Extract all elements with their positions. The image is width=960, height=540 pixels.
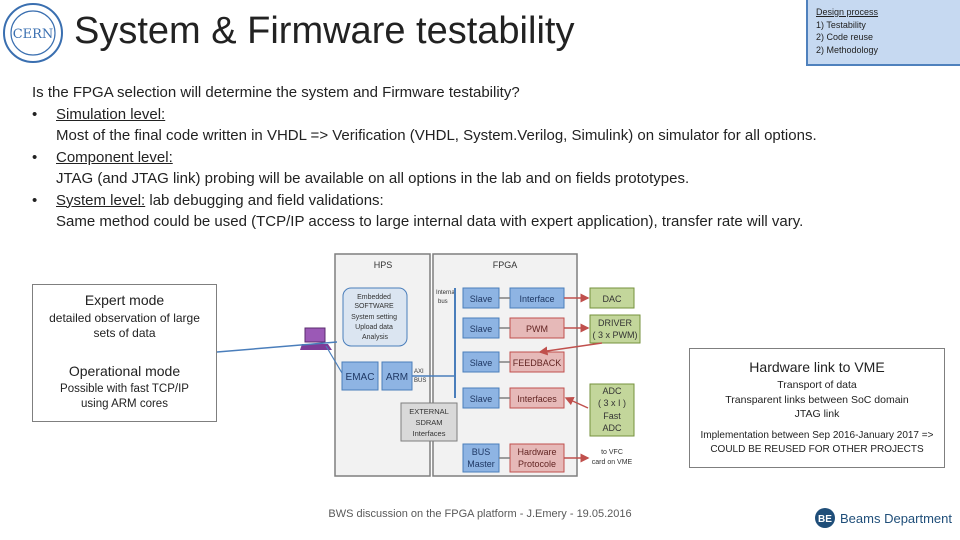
beams-department-logo — [815, 507, 955, 529]
design-process-item: 2) Methodology — [816, 44, 879, 55]
svg-text:FEEDBACK: FEEDBACK — [512, 358, 562, 368]
svg-text:Fast: Fast — [603, 411, 621, 421]
svg-text:Slave: Slave — [469, 358, 493, 368]
svg-text:Protocole: Protocole — [517, 459, 557, 469]
hardware-link-line: Transparent links between SoC domain JTAG link — [725, 394, 909, 420]
hps-label: HPS — [373, 260, 393, 270]
svg-text:Master: Master — [467, 459, 495, 469]
page-title: System & Firmware testability — [74, 10, 575, 52]
svg-text:( 3 x I ): ( 3 x I ) — [597, 398, 627, 408]
cern-logo — [0, 0, 66, 66]
expert-mode-title: Expert mode — [84, 292, 165, 308]
question-text: Is the FPGA selection will determine the system and Firmware testability? — [32, 84, 520, 101]
embedded-line: Embedded — [357, 294, 391, 301]
design-process-item: 2) Code reuse — [816, 32, 874, 42]
embedded-line: System setting — [351, 314, 397, 321]
emac-label: EMAC — [345, 372, 375, 383]
bullet-component — [32, 147, 932, 169]
bullet-detail: JTAG (and JTAG link) probing will be available on all options in the lab and on fields prototypes. — [56, 170, 690, 187]
operational-mode-desc: Possible with fast TCP/IP using ARM cores — [60, 383, 189, 410]
implementation-note: Implementation between Sep 2016-January 2017 => COULD BE REUSED FOR OTHER PROJECTS — [700, 430, 934, 455]
svg-text:DAC: DAC — [602, 294, 622, 304]
svg-text:PWM: PWM — [526, 324, 548, 334]
bullet-label: Simulation level: — [56, 105, 166, 123]
svg-text:Beams Department: Beams Department — [840, 511, 952, 526]
hardware-link-callout — [689, 348, 945, 468]
callout-connector — [217, 340, 337, 360]
bullet-detail: Most of the final code written in VHDL => Verification (VHDL, System.Verilog, Simulink) on simulator for all options. — [56, 127, 817, 144]
embedded-line: Upload data — [355, 324, 393, 331]
bullet-dot: • — [32, 105, 38, 123]
svg-text:ADC: ADC — [602, 423, 622, 433]
svg-text:to VFC: to VFC — [601, 449, 623, 456]
svg-text:AXIBUS: AXI BUS — [414, 369, 427, 384]
bullet-label: Component level: — [56, 148, 173, 166]
svg-text:CERN: CERN — [12, 27, 54, 42]
bullet-text: lab debugging and field validations: — [145, 191, 384, 209]
hardware-link-title: Hardware link to VME — [749, 359, 885, 375]
svg-text:Interface: Interface — [519, 294, 555, 304]
operational-mode-title: Operational mode — [68, 363, 181, 379]
design-process-heading: Design process — [816, 7, 879, 17]
fpga-label: FPGA — [492, 260, 518, 270]
bullet-label: System level: — [56, 191, 146, 209]
design-process-item: 1) Testability — [816, 19, 866, 30]
bullet-system — [32, 190, 932, 212]
bullet-simulation — [32, 104, 932, 126]
svg-text:card on VME: card on VME — [591, 459, 633, 466]
fpga-block-diagram — [300, 248, 660, 480]
expert-mode-desc: detailed observation of large sets of data — [49, 311, 200, 340]
embedded-line: Analysis — [361, 334, 389, 341]
bullet-dot: • — [32, 191, 38, 209]
design-process-box — [806, 0, 960, 66]
svg-text:Slave: Slave — [469, 394, 493, 404]
arm-label: ARM — [385, 372, 409, 383]
svg-text:EXTERNALSDRAMInterfaces: EXTERNAL SDRAM Interfaces — [409, 407, 449, 438]
svg-text:( 3 x PWM): ( 3 x PWM) — [592, 330, 638, 340]
mode-callout — [32, 284, 217, 422]
slide-body — [32, 82, 932, 233]
svg-text:BE: BE — [818, 514, 832, 525]
bullet-detail: Same method could be used (TCP/IP access to large internal data with expert application), transfer rate will vary. — [56, 213, 804, 230]
svg-text:Interfaces: Interfaces — [517, 394, 557, 404]
svg-text:Internalbus: Internal bus — [436, 290, 457, 305]
svg-text:Slave: Slave — [469, 324, 493, 334]
embedded-line: SOFTWARE — [354, 303, 394, 310]
svg-text:ADC: ADC — [602, 386, 622, 396]
svg-text:BUS: BUS — [471, 447, 491, 457]
footer-text: BWS discussion on the FPGA platform - J.Emery - 19.05.2016 — [328, 508, 632, 520]
svg-text:DRIVER: DRIVER — [597, 318, 633, 328]
hardware-link-line: Transport of data — [777, 379, 857, 391]
svg-text:Slave: Slave — [469, 294, 493, 304]
bullet-dot: • — [32, 148, 38, 166]
svg-text:Hardware: Hardware — [517, 447, 557, 457]
